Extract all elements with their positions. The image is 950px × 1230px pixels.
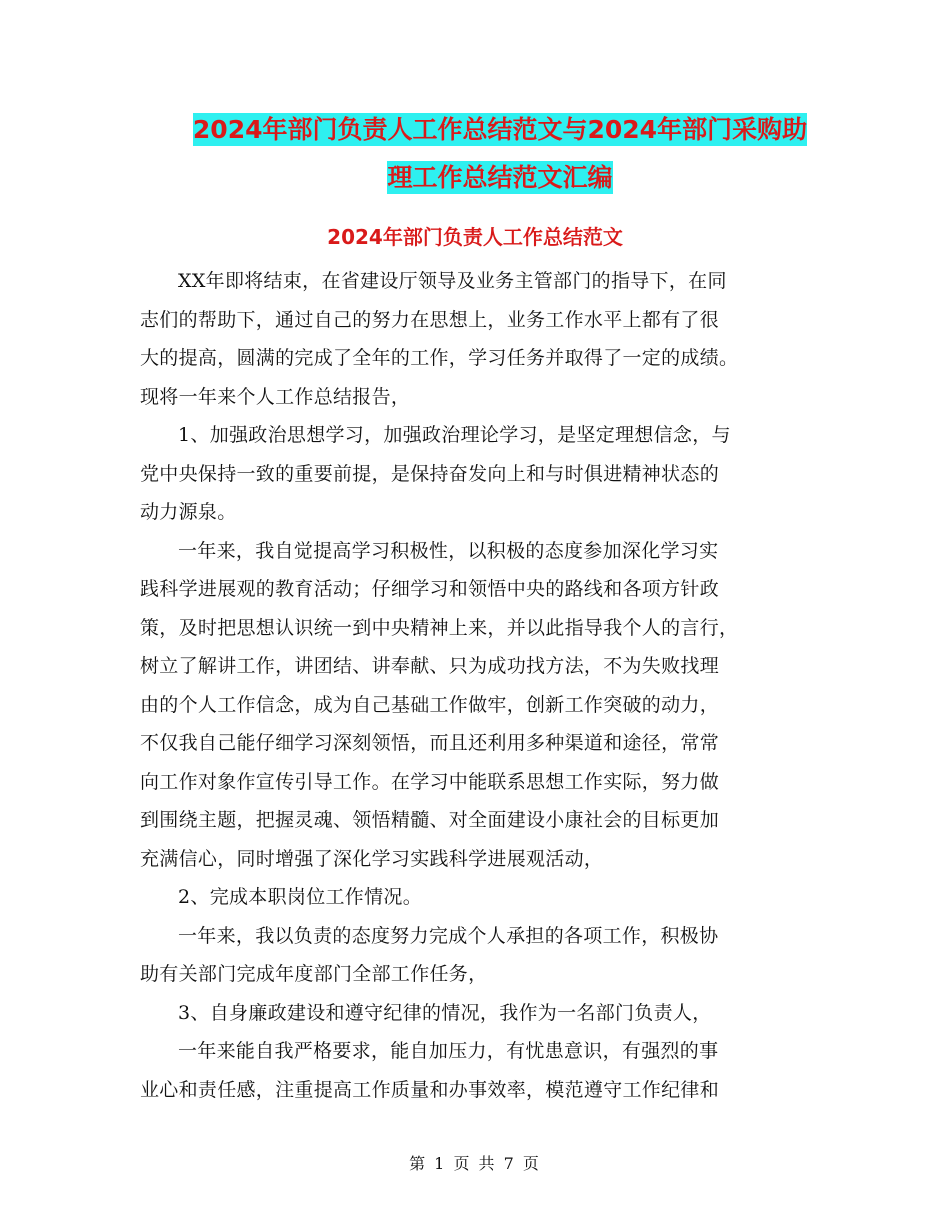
document-body: [140, 262, 810, 1109]
paragraph-study: 一年来，我自觉提高学习积极性，以积极的态度参加深化学习实 践科学进展观的教育活动；仔细学习和领悟中央的路线和各项方针政 策，及时把思想认识统一到中央精神上来，并以此指导我个人的言行， 树立了解讲工作，讲团结、讲奉献、只为成功找方法，不为失败找理 由的个人工作信念，成为自己基础工作做牢，创新工作突破的动力， 不仅我自己能仔细学习深刻领悟，而且还利用多种渠道和途径，常常 向工作对象作宣传引导工作。在学习中能联系思想工作实际，努力做 到围绕主题，把握灵魂、领悟精髓、对全面建设小康社会的目标更加 充满信心，同时增强了深化学习实践科学进展观活动，: [140, 539, 739, 870]
document-title-line-1: 2024年部门负责人工作总结范文与2024年部门采购助: [192, 115, 808, 144]
section-title: 2024年部门负责人工作总结范文: [327, 225, 623, 249]
paragraph-point-2: 2、完成本职岗位工作情况。: [178, 886, 422, 908]
paragraph-point-3: 3、自身廉政建设和遵守纪律的情况，我作为一名部门负责人，: [178, 1001, 712, 1024]
page-number-footer: 第 1 页 共 7 页: [409, 1154, 541, 1173]
document-title: [140, 106, 860, 202]
document-title-line-2: 理工作总结范文汇编: [387, 163, 613, 192]
paragraph-point-1: 1、加强政治思想学习，加强政治理论学习，是坚定理想信念，与 党中央保持一致的重要前提，是保持奋发向上和与时俱进精神状态的 动力源泉。: [140, 424, 731, 523]
paragraph-duties: 一年来，我以负责的态度努力完成个人承担的各项工作，积极协 助有关部门完成年度部门全部工作任务，: [140, 924, 719, 985]
paragraph-discipline: 一年来能自我严格要求，能自加压力，有忧患意识，有强烈的事 业心和责任感，注重提高工作质量和办事效率，模范遵守工作纪律和: [140, 1040, 720, 1101]
paragraph-intro: XX年即将结束，在省建设厅领导及业务主管部门的指导下，在同 志们的帮助下，通过自己的努力在思想上，业务工作水平上都有了很 大的提高，圆满的完成了全年的工作，学习任务并取得了一定的成绩。 现将一年来个人工作总结报告，: [140, 270, 739, 408]
